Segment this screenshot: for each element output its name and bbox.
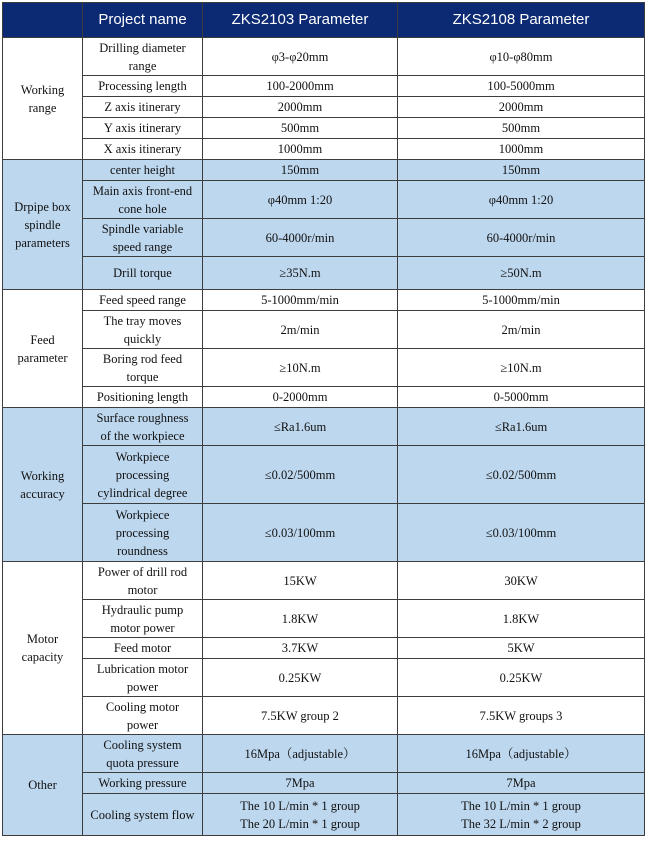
- value-model-b: 0.25KW: [398, 659, 645, 697]
- item-label: Working pressure: [83, 773, 203, 794]
- value-model-b: ≤0.02/500mm: [398, 446, 645, 504]
- category-other: Other: [3, 735, 83, 836]
- value-model-b: 5-1000mm/min: [398, 290, 645, 311]
- table-row: [3, 697, 645, 735]
- value-model-b: ≥50N.m: [398, 257, 645, 290]
- item-label: Drilling diameter range: [83, 38, 203, 76]
- table-row: [3, 600, 645, 638]
- table-row: [3, 118, 645, 139]
- item-label: Spindle variable speed range: [83, 219, 203, 257]
- table-row: [3, 773, 645, 794]
- table-row: [3, 219, 645, 257]
- table-row: [3, 446, 645, 504]
- value-model-b: 5KW: [398, 638, 645, 659]
- item-label: Hydraulic pump motor power: [83, 600, 203, 638]
- item-label: Boring rod feed torque: [83, 349, 203, 387]
- value-model-a: 5-1000mm/min: [203, 290, 398, 311]
- value-model-a: 2m/min: [203, 311, 398, 349]
- value-model-b: The 10 L/min * 1 group The 32 L/min * 2 group: [398, 794, 645, 836]
- item-label: Workpiece processing cylindrical degree: [83, 446, 203, 504]
- value-model-a: 16Mpa（adjustable）: [203, 735, 398, 773]
- value-model-b: 100-5000mm: [398, 76, 645, 97]
- item-label: X axis itinerary: [83, 139, 203, 160]
- table-row: [3, 38, 645, 76]
- value-model-b: 2m/min: [398, 311, 645, 349]
- parameter-table: [2, 2, 645, 836]
- value-model-a: The 10 L/min * 1 group The 20 L/min * 1 group: [203, 794, 398, 836]
- item-label: Drill torque: [83, 257, 203, 290]
- table-row: [3, 181, 645, 219]
- value-model-b: 7.5KW groups 3: [398, 697, 645, 735]
- value-model-b: ≤0.03/100mm: [398, 504, 645, 562]
- item-label: Workpiece processing roundness: [83, 504, 203, 562]
- category-motor-capacity: Motor capacity: [3, 562, 83, 735]
- category-spindle-parameters: Drpipe box spindle parameters: [3, 160, 83, 290]
- item-label: Feed motor: [83, 638, 203, 659]
- value-model-a: 15KW: [203, 562, 398, 600]
- item-label: Cooling system quota pressure: [83, 735, 203, 773]
- value-model-a: 60-4000r/min: [203, 219, 398, 257]
- value-model-a: 150mm: [203, 160, 398, 181]
- value-model-a: 0.25KW: [203, 659, 398, 697]
- item-label: Main axis front-end cone hole: [83, 181, 203, 219]
- item-label: center height: [83, 160, 203, 181]
- value-model-a: φ3-φ20mm: [203, 38, 398, 76]
- item-label: Power of drill rod motor: [83, 562, 203, 600]
- header-project-name: Project name: [83, 3, 203, 38]
- value-model-b: 30KW: [398, 562, 645, 600]
- header-model-b: ZKS2108 Parameter: [398, 3, 645, 38]
- item-label: Surface roughness of the workpiece: [83, 408, 203, 446]
- table-row: [3, 659, 645, 697]
- value-model-b: φ10-φ80mm: [398, 38, 645, 76]
- value-model-a: 2000mm: [203, 97, 398, 118]
- item-label: Cooling system flow: [83, 794, 203, 836]
- value-model-b: 60-4000r/min: [398, 219, 645, 257]
- value-model-b: 150mm: [398, 160, 645, 181]
- table-row: [3, 562, 645, 600]
- item-label: Feed speed range: [83, 290, 203, 311]
- value-model-a: 1000mm: [203, 139, 398, 160]
- value-model-a: ≤0.03/100mm: [203, 504, 398, 562]
- table-row: [3, 638, 645, 659]
- table-row: [3, 349, 645, 387]
- item-label: Lubrication motor power: [83, 659, 203, 697]
- value-model-b: 1.8KW: [398, 600, 645, 638]
- table-row: [3, 387, 645, 408]
- value-model-a: 0-2000mm: [203, 387, 398, 408]
- item-label: The tray moves quickly: [83, 311, 203, 349]
- table-row: [3, 139, 645, 160]
- value-model-b: 2000mm: [398, 97, 645, 118]
- item-label: Processing length: [83, 76, 203, 97]
- value-model-a: 7Mpa: [203, 773, 398, 794]
- header-row: [3, 3, 645, 38]
- value-model-a: ≤Ra1.6um: [203, 408, 398, 446]
- category-feed-parameter: Feed parameter: [3, 290, 83, 408]
- table-row: [3, 504, 645, 562]
- value-model-a: 3.7KW: [203, 638, 398, 659]
- value-model-b: ≤Ra1.6um: [398, 408, 645, 446]
- value-model-b: 7Mpa: [398, 773, 645, 794]
- table-row: [3, 735, 645, 773]
- item-label: Positioning length: [83, 387, 203, 408]
- item-label: Z axis itinerary: [83, 97, 203, 118]
- value-model-b: φ40mm 1:20: [398, 181, 645, 219]
- table-row: [3, 290, 645, 311]
- value-model-b: 500mm: [398, 118, 645, 139]
- value-model-a: ≤0.02/500mm: [203, 446, 398, 504]
- table-row: [3, 794, 645, 836]
- table-row: [3, 257, 645, 290]
- category-working-range: Working range: [3, 38, 83, 160]
- table-row: [3, 408, 645, 446]
- value-model-b: 1000mm: [398, 139, 645, 160]
- value-model-b: 16Mpa（adjustable）: [398, 735, 645, 773]
- table-row: [3, 160, 645, 181]
- table-row: [3, 97, 645, 118]
- value-model-b: ≥10N.m: [398, 349, 645, 387]
- value-model-a: 1.8KW: [203, 600, 398, 638]
- value-model-a: 100-2000mm: [203, 76, 398, 97]
- value-model-b: 0-5000mm: [398, 387, 645, 408]
- value-model-a: φ40mm 1:20: [203, 181, 398, 219]
- value-model-a: 7.5KW group 2: [203, 697, 398, 735]
- header-corner-cell: [3, 3, 83, 38]
- item-label: Cooling motor power: [83, 697, 203, 735]
- value-model-a: ≥10N.m: [203, 349, 398, 387]
- header-model-a: ZKS2103 Parameter: [203, 3, 398, 38]
- table-row: [3, 311, 645, 349]
- value-model-a: 500mm: [203, 118, 398, 139]
- value-model-a: ≥35N.m: [203, 257, 398, 290]
- category-working-accuracy: Working accuracy: [3, 408, 83, 562]
- item-label: Y axis itinerary: [83, 118, 203, 139]
- table-row: [3, 76, 645, 97]
